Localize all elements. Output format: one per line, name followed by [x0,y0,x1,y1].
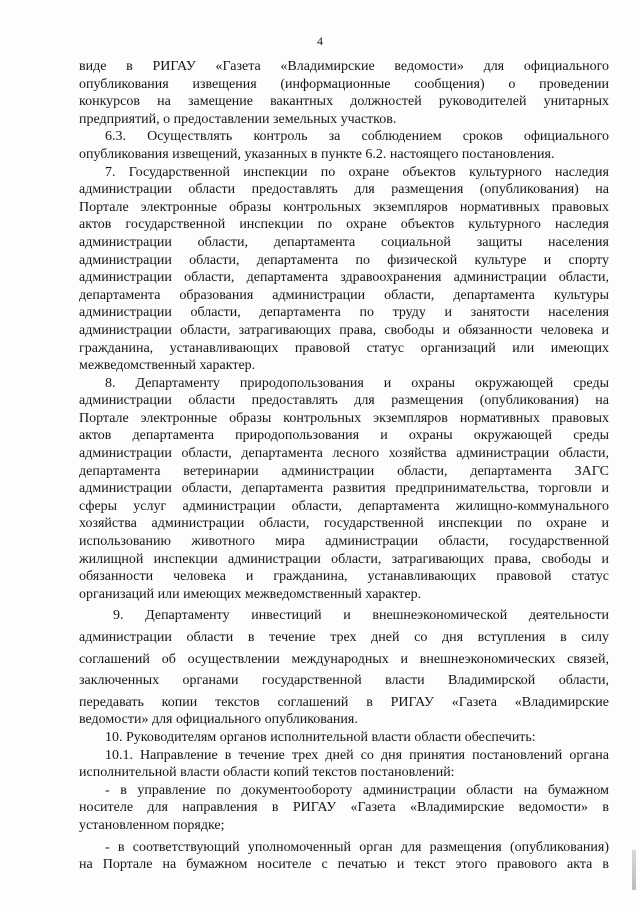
text-line: опубликования извещений, указанных в пункте 6.2. настоящего постановления. [79,146,555,162]
text-line: администрации области, затрагивающих права, свободы и обязанности человека и [79,322,609,338]
text-line: администрации области, департамента развития предпринимательства, торговли и [79,481,609,497]
text-line: 7. Государственной инспекции по охране объектов культурного наследия [105,164,609,180]
text-line: администрации области предоставлять для размещения (опубликования) на [79,393,609,409]
text-line: администрации области, департамента лесного хозяйства администрации области, [79,446,609,462]
text-line: администрации области, департамента социальной защиты населения [79,234,609,250]
text-line: виде в РИГАУ «Газета «Владимирские ведомости» для официального [79,59,609,74]
text-line: жилищной инспекции администрации области, затрагивающих права, свободы и [79,551,609,567]
text-line: администрации области, департамента по физической культуре и спорту [79,252,609,268]
scan-edge-mark [632,850,636,890]
text-line: администрации области предоставлять для размещения (опубликования) на [79,182,609,198]
text-line: актов департамента природопользования и охраны окружающей среды [79,428,609,444]
document-body [79,58,609,874]
text-line: гражданина, устанавливающих правовой статус организаций или имеющих [79,340,609,356]
text-line: - в управление по документообороту администрации области на бумажном [105,782,609,798]
text-line: ведомости» для официального опубликования. [79,712,358,728]
text-line: администрации области, департамента по труду и занятости населения [79,305,609,321]
text-line: администрации области, департамента здравоохранения администрации области, [79,270,609,286]
text-line: предприятий, о предоставлении земельных участков. [79,111,397,127]
text-line: актов государственной инспекции по охране объектов культурного наследия [79,217,609,233]
text-line: администрации области в течение трех дней со дня вступления в силу [79,630,609,645]
text-line: Портале электронные образы контрольных экземпляров нормативных правовых [79,410,609,426]
text-line: 9. Департаменту инвестиций и внешнеэкономической деятельности [113,608,609,624]
text-line: исполнительной власти области копий текстов постановлений: [79,765,455,781]
text-line: 8. Департаменту природопользования и охраны окружающей среды [105,375,609,391]
text-line: обязанности человека и гражданина, устанавливающих правовой статус [79,569,609,585]
text-line: 10.1. Направление в течение трех дней со дня принятия постановлений органа [105,747,609,763]
text-line: Портале электронные образы контрольных экземпляров нормативных правовых [79,199,609,215]
text-line: 10. Руководителям органов исполнительной власти области обеспечить: [105,729,536,745]
text-line: опубликования извещения (информационные сообщения) о проведении [79,76,609,92]
page-number: 4 [317,34,323,48]
text-line: департамента ветеринарии администрации области, департамента ЗАГС [79,463,609,479]
text-line: заключенных органами государственной власти Владимирской области, [79,673,609,689]
text-line: сферы услуг администрации области, департамента жилищно-коммунального [79,498,609,514]
text-line: установленном порядке; [79,817,225,833]
text-line: организаций или имеющих межведомственный характер. [79,586,422,602]
text-line: конкурсов на замещение вакантных должностей руководителей унитарных [79,94,609,110]
text-line: носителе для направления в РИГАУ «Газета «Владимирские ведомости» в [79,800,609,816]
text-line: использованию животного мира администрации области, государственной [79,534,609,550]
text-line: передавать копии текстов соглашений в РИГАУ «Газета «Владимирские [79,694,609,710]
text-line: департамента образования администрации области, департамента культуры [79,287,609,303]
text-line: соглашений об осуществлении международных и внешнеэкономических связей, [79,651,609,667]
text-line: на Портале на бумажном носителе с печатью и текст этого правового акта в [79,857,609,873]
text-line: - в соответствующий уполномоченный орган для размещения (опубликования) [105,839,609,855]
text-line: хозяйства администрации области, государственной инспекции по охране и [79,516,609,532]
text-line: 6.3. Осуществлять контроль за соблюдением сроков официального [105,129,609,145]
text-line: межведомственный характер. [79,358,256,374]
